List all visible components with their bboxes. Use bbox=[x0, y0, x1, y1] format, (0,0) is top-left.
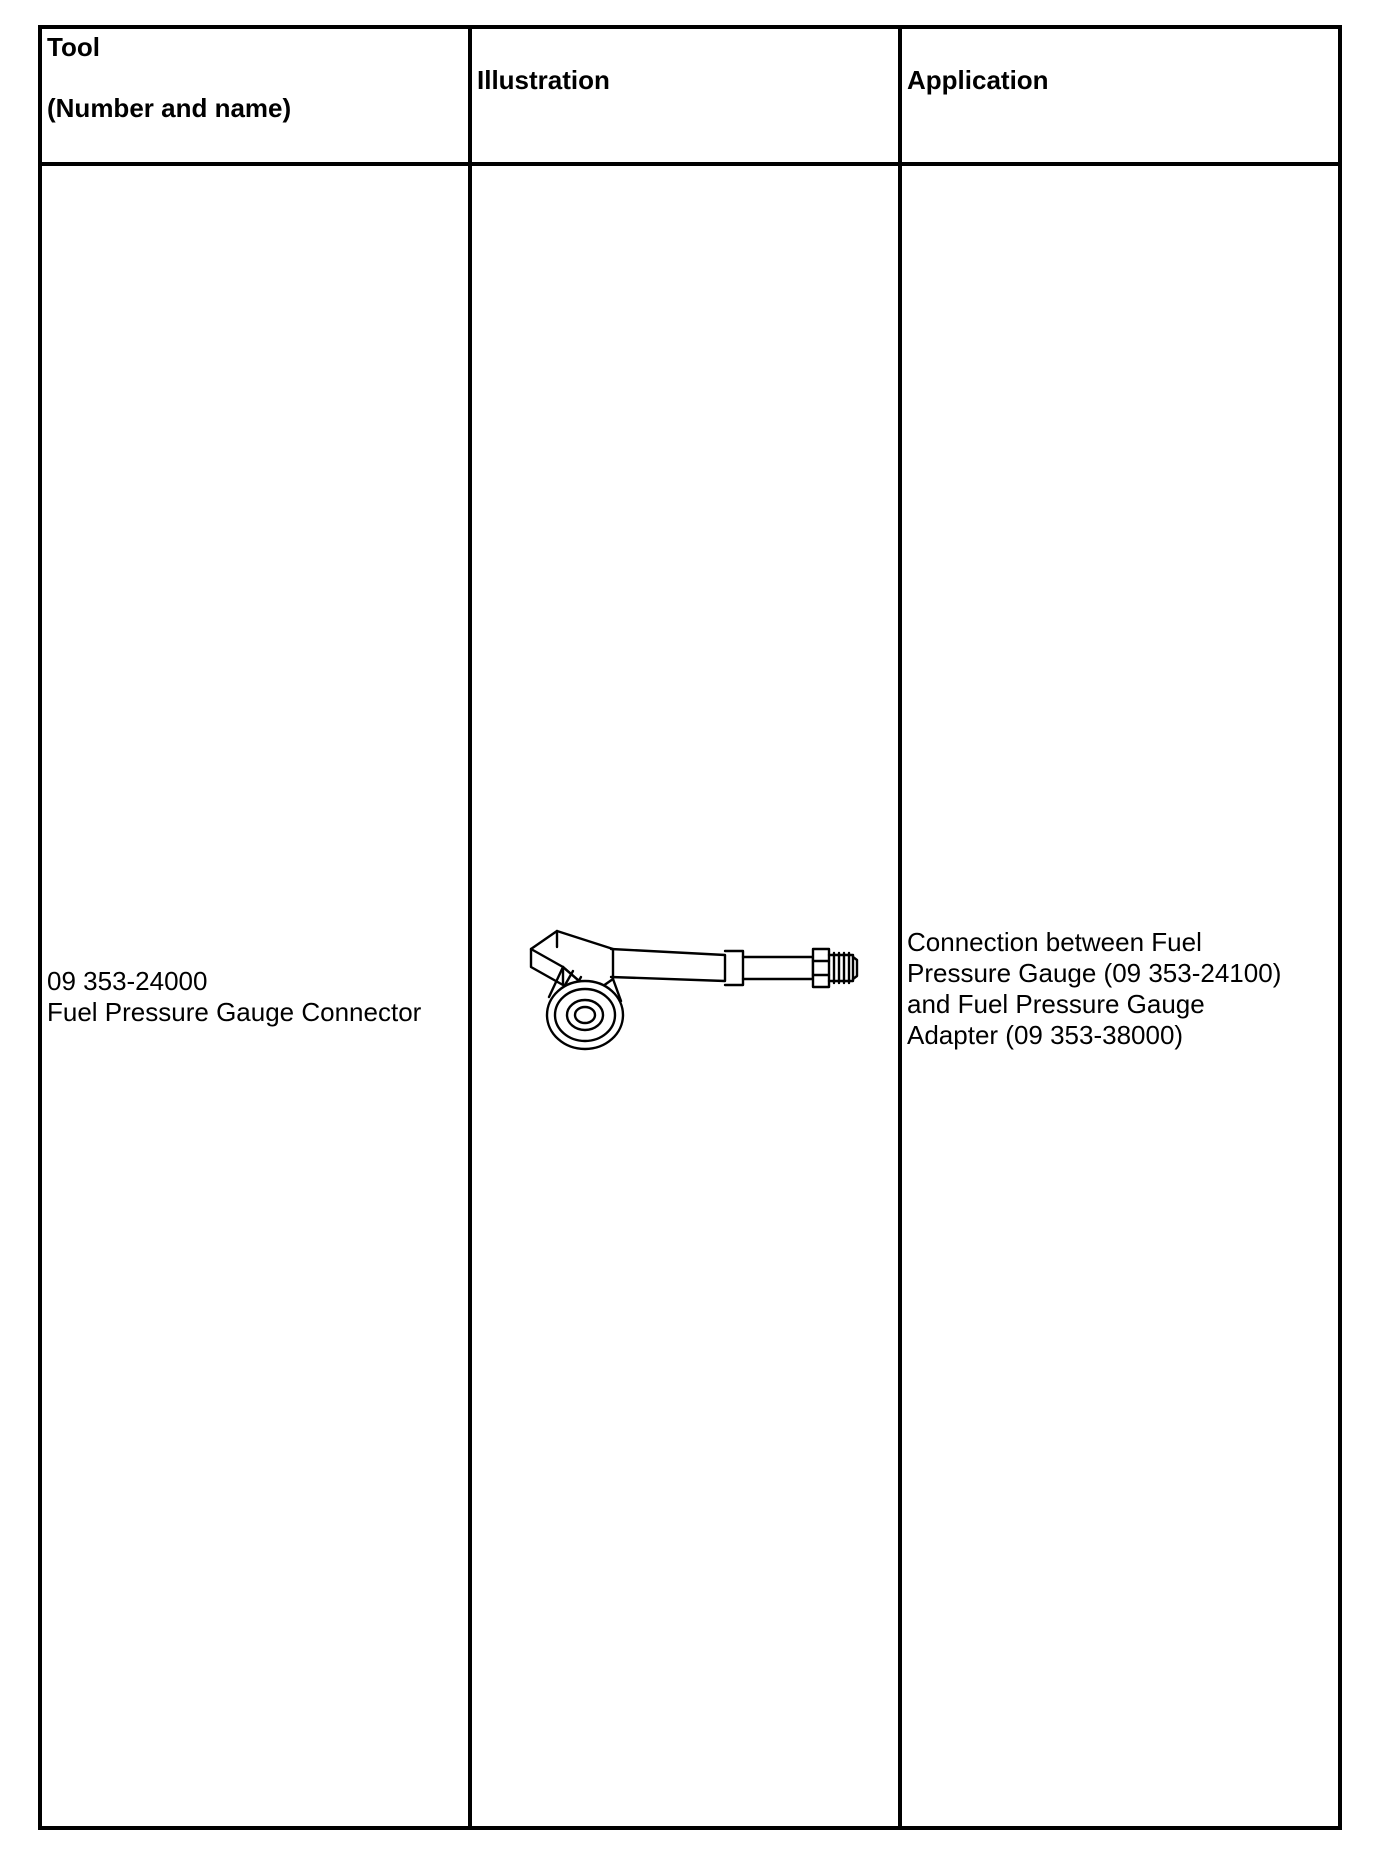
application-line: Pressure Gauge (09 353-24100) bbox=[907, 958, 1282, 988]
header-row bbox=[40, 27, 1340, 164]
illustration-cell bbox=[470, 164, 900, 1828]
application-line: Connection between Fuel bbox=[907, 927, 1202, 957]
header-tool-subtitle: (Number and name) bbox=[47, 93, 292, 124]
application-cell bbox=[900, 164, 1340, 1828]
header-application: Application bbox=[900, 27, 1340, 164]
special-tools-table bbox=[38, 25, 1342, 1830]
header-tool-title: Tool bbox=[47, 32, 100, 62]
fuel-pressure-gauge-connector-icon bbox=[523, 927, 863, 1057]
header-illustration: Illustration bbox=[470, 27, 900, 164]
application-line: and Fuel Pressure Gauge bbox=[907, 989, 1205, 1019]
tool-number: 09 353-24000 bbox=[47, 966, 208, 996]
header-tool bbox=[40, 27, 470, 164]
table-row bbox=[40, 164, 1340, 1828]
application-line: Adapter (09 353-38000) bbox=[907, 1020, 1184, 1050]
tool-cell bbox=[40, 164, 470, 1828]
tool-name: Fuel Pressure Gauge Connector bbox=[47, 997, 422, 1027]
